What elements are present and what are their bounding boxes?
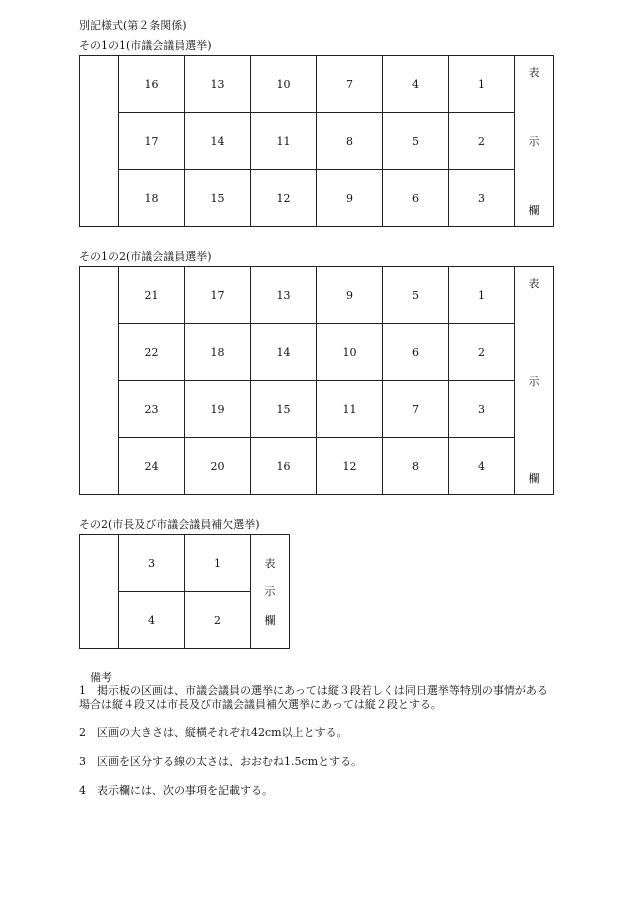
board-table-1	[79, 55, 554, 227]
cell-number: 1	[449, 267, 515, 324]
cell-number: 3	[119, 535, 185, 592]
cell-number: 22	[119, 324, 185, 381]
cell-number: 14	[185, 113, 251, 170]
cell-number: 15	[251, 381, 317, 438]
cell-number: 9	[317, 170, 383, 227]
cell-number: 16	[119, 56, 185, 113]
cell-number: 20	[185, 438, 251, 495]
cell-number: 19	[185, 381, 251, 438]
cell-number: 4	[119, 592, 185, 649]
cell-number: 1	[185, 535, 251, 592]
cell-number: 4	[449, 438, 515, 495]
blank-column	[80, 535, 119, 649]
note-item-1	[79, 684, 548, 712]
note-item-4: 4 表示欄には、次の事項を記載する。	[79, 784, 273, 797]
note-line: 場合は縦４段又は市長及び市議会議員補欠選挙にあっては縦２段とする。	[79, 698, 442, 711]
display-char: 表	[528, 277, 540, 290]
cell-number: 5	[383, 113, 449, 170]
cell-number: 21	[119, 267, 185, 324]
note-item-3: 3 区画を区分する線の太さは、おおむね1.5cmとする。	[79, 755, 363, 768]
cell-number: 23	[119, 381, 185, 438]
cell-number: 12	[317, 438, 383, 495]
cell-number: 11	[317, 381, 383, 438]
board-table-2	[79, 266, 554, 495]
cell-number: 10	[317, 324, 383, 381]
cell-number: 17	[119, 113, 185, 170]
cell-number: 9	[317, 267, 383, 324]
document-title: 別記様式(第２条関係)	[79, 19, 187, 32]
cell-number: 24	[119, 438, 185, 495]
display-column	[515, 56, 554, 227]
cell-number: 8	[383, 438, 449, 495]
cell-number: 2	[449, 113, 515, 170]
cell-number: 18	[185, 324, 251, 381]
cell-number: 8	[317, 113, 383, 170]
cell-number: 13	[251, 267, 317, 324]
display-char: 示	[264, 585, 276, 599]
section-title-1: その1の1(市議会議員選挙)	[79, 39, 212, 52]
note-item-2: 2 区画の大きさは、縦横それぞれ42cm以上とする。	[79, 726, 348, 739]
section-title-2: その1の2(市議会議員選挙)	[79, 250, 212, 263]
cell-number: 10	[251, 56, 317, 113]
cell-number: 5	[383, 267, 449, 324]
cell-number: 1	[449, 56, 515, 113]
cell-number: 18	[119, 170, 185, 227]
display-column	[515, 267, 554, 495]
cell-number: 7	[317, 56, 383, 113]
display-char: 示	[528, 135, 540, 148]
cell-number: 15	[185, 170, 251, 227]
display-char: 示	[528, 374, 540, 388]
cell-number: 16	[251, 438, 317, 495]
cell-number: 11	[251, 113, 317, 170]
display-char: 表	[528, 66, 540, 79]
cell-number: 6	[383, 170, 449, 227]
cell-number: 13	[185, 56, 251, 113]
cell-number: 17	[185, 267, 251, 324]
cell-number: 2	[185, 592, 251, 649]
cell-number: 3	[449, 381, 515, 438]
blank-column	[80, 267, 119, 495]
cell-number: 3	[449, 170, 515, 227]
note-line: 1 掲示板の区画は、市議会議員の選挙にあっては縦３段若しくは同日選挙等特別の事情がある	[79, 684, 548, 697]
cell-number: 6	[383, 324, 449, 381]
display-char: 表	[264, 557, 276, 571]
blank-column	[80, 56, 119, 227]
cell-number: 12	[251, 170, 317, 227]
section-title-3: その2(市長及び市議会議員補欠選挙)	[79, 518, 260, 531]
cell-number: 7	[383, 381, 449, 438]
display-char: 欄	[264, 613, 276, 627]
display-column	[251, 535, 290, 649]
display-char: 欄	[528, 204, 540, 217]
board-table-3	[79, 534, 290, 649]
display-char: 欄	[528, 472, 540, 485]
cell-number: 4	[383, 56, 449, 113]
notes-heading: 備考	[90, 671, 112, 684]
cell-number: 2	[449, 324, 515, 381]
cell-number: 14	[251, 324, 317, 381]
